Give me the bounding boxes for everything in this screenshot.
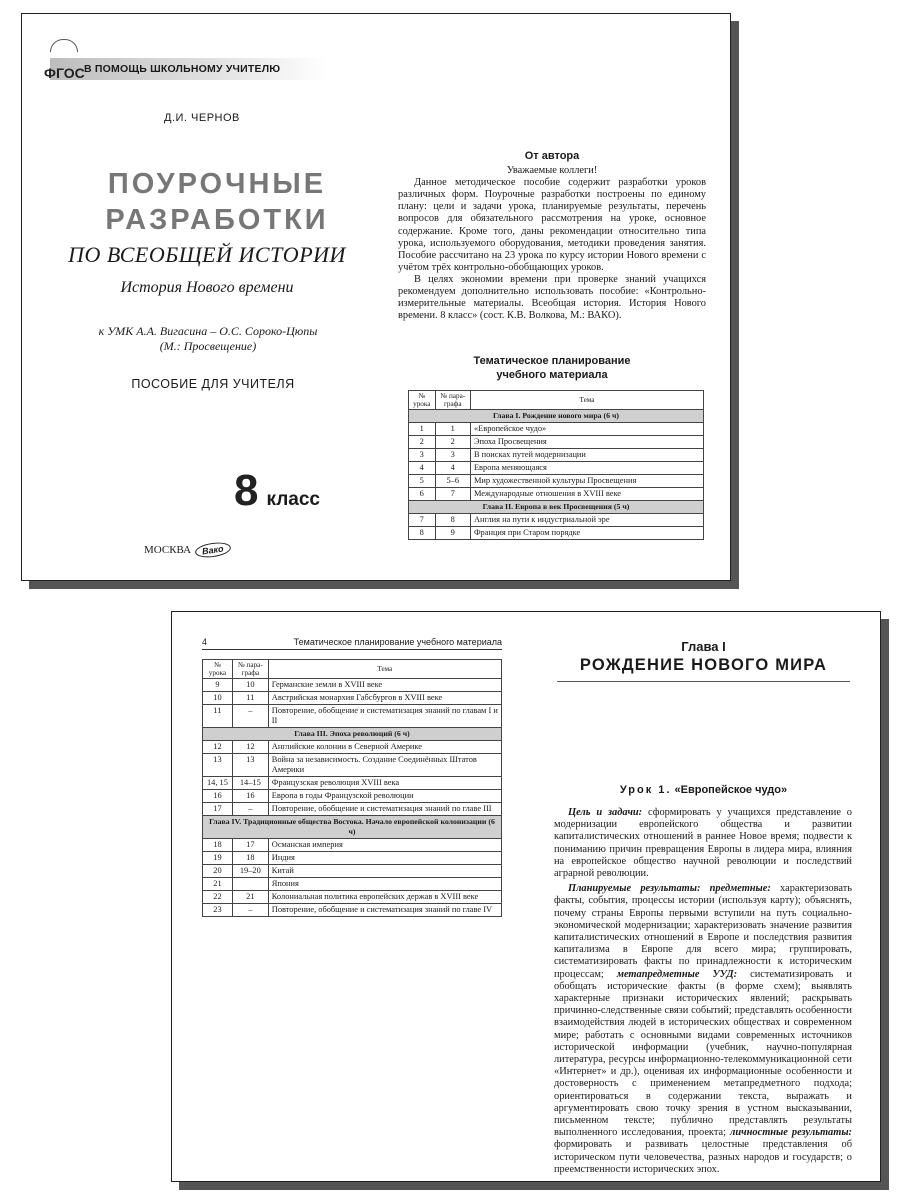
toc-topic-cell: Англия на пути к индустриальной эре [470,514,703,527]
toc-topic-cell: Французская революция XVIII века [268,777,501,790]
personal-results-text: формировать и развивать целостные представления об историческом пути человечества, разных народов и государств; о преемственности исторических эпох. [554,1139,852,1175]
toc-paragraph-cell [232,878,268,891]
grade-word: класс [266,489,320,510]
toc-row [203,891,502,904]
toc-topic-cell: Европа меняющаяся [470,462,703,475]
toc-row [203,777,502,790]
toc-paragraph-cell: 1 [435,423,470,436]
toc-col-topic: Тема [268,660,501,679]
toc-paragraph-cell: 13 [232,754,268,777]
toc-row [409,436,704,449]
toc-heading-line2: учебного материала [496,369,608,381]
toc-lesson-cell: 10 [203,692,233,705]
toc-row [203,679,502,692]
lesson-title: «Европейское чудо» [674,784,788,796]
toc-topic-cell: Индия [268,852,501,865]
toc-lesson-cell: 8 [409,527,436,540]
lesson-label: Урок 1. [619,784,672,796]
toc-chapter-title: Глава IV. Традиционные общества Востока. Начало европейской колонизации (6 ч) [203,816,502,839]
toc-lesson-cell: 2 [409,436,436,449]
running-header [202,637,502,650]
publisher-logo: Вако [194,541,231,560]
toc-col-paragraph: № пара-графа [232,660,268,679]
toc-paragraph-cell: – [232,803,268,816]
results-label: Планируемые результаты: [568,883,701,895]
toc-table [408,390,704,540]
meta-results-label: метапредметные УУД: [616,968,738,980]
toc-paragraph-cell: 2 [435,436,470,449]
toc-row [203,878,502,891]
toc-paragraph-cell: 8 [435,514,470,527]
toc-row [203,803,502,816]
toc-paragraph-cell: 10 [232,679,268,692]
toc-lesson-cell: 17 [203,803,233,816]
toc-chapter-title: Глава III. Эпоха революций (6 ч) [203,728,502,741]
toc-paragraph-cell: 11 [232,692,268,705]
subject-results-label: предметные: [709,883,771,895]
toc-row [409,514,704,527]
toc-paragraph-cell: 18 [232,852,268,865]
toc-paragraph-cell: 17 [232,839,268,852]
toc-lesson-cell: 6 [409,488,436,501]
personal-results-label: личностные результаты: [730,1127,852,1139]
toc-row [409,475,704,488]
results-paragraph [554,883,852,1176]
toc-row [203,705,502,728]
book-title [82,166,352,238]
meta-results-text: систематизировать и обобщать исторические факты (в форме схем); выявлять характерные признаки исторических явлений; раскрывать причинно-следственные связи событий; представлять особенности взаимодействия людей в исторических обществах и современном мире; работать с основными видами современных источников исторической информации (учебник, научно-популярная литература, ресурсы информационно-телекоммуникационной сети «Интернет» и др.), оценивая их информационные особенности и достоверность с применением метапредметного подхода; ориентироваться в содержании текста, выражать и аргументировать свою точку зрения в устном высказывании, письменном тексте; публично представлять результаты выполненного исследования, проекта; [554,968,852,1139]
goals-paragraph [554,807,852,880]
publisher-city: МОСКВА [144,544,192,556]
book-subject: ПО ВСЕОБЩЕЙ ИСТОРИИ [68,242,346,267]
toc-paragraph-cell: 21 [232,891,268,904]
toc-row [409,423,704,436]
toc-row [203,865,502,878]
fgos-logo-text: ФГОС [44,65,85,81]
fgos-logo [44,51,85,81]
toc-chapter-row [409,501,704,514]
toc-paragraph-cell: 9 [435,527,470,540]
toc-heading-line1: Тематическое планирование [473,355,631,367]
toc-topic-cell: В поисках путей модернизации [470,449,703,462]
toc-row [203,692,502,705]
toc-row [203,741,502,754]
toc-topic-cell: Повторение, обобщение и систематизация знаний по главе IV [268,904,501,917]
toc-row [409,449,704,462]
toc-row [203,790,502,803]
toc-header-row [409,391,704,410]
toc-chapter-title: Глава II. Европа в век Просвещения (5 ч) [409,501,704,514]
toc-topic-cell: Английские колонии в Северной Америке [268,741,501,754]
toc-lesson-cell: 9 [203,679,233,692]
toc-topic-cell: «Европейское чудо» [470,423,703,436]
running-title: Тематическое планирование учебного материала [293,637,502,647]
page-number: 4 [202,637,208,647]
toc-lesson-cell: 22 [203,891,233,904]
toc-topic-cell: Повторение, обобщение и систематизация знаний по главам I и II [268,705,501,728]
preface-greeting: Уважаемые коллеги! [506,165,598,177]
toc-row [203,839,502,852]
toc-topic-cell: Китай [268,865,501,878]
toc-topic-cell: Мир художественной культуры Просвещения [470,475,703,488]
lesson-heading [557,784,850,796]
subject-results-text: характеризовать факты, события, процессы истории (используя карту); объяснять, почему страны Европы первыми вступили на путь социально-экономической модернизации; характеризовать значение развития капиталистических отношений в Европе и последствия развития капитализма в Европе для всего мира; группировать, систематизировать факты по принадлежности к историческим процессам; [554,883,852,980]
toc-lesson-cell: 14, 15 [203,777,233,790]
toc-lesson-cell: 11 [203,705,233,728]
toc-col-lesson: № урока [203,660,233,679]
toc-row [409,527,704,540]
goals-text: сформировать у учащихся представление о модернизации европейского общества и развитии капиталистических отношений в раннее Новое время; подвести к пониманию причин превращения Европы в лидера мира, влияния на европейское общество научной революции и последствий аграрной революции. [554,807,852,880]
toc-paragraph-cell: 7 [435,488,470,501]
toc-paragraph-cell: 14–15 [232,777,268,790]
toc-lesson-cell: 5 [409,475,436,488]
preface-heading: От автора [524,150,580,162]
toc-paragraph-cell: 12 [232,741,268,754]
lesson-body [554,807,852,1179]
toc-paragraph-cell: 4 [435,462,470,475]
toc-paragraph-cell: 5–6 [435,475,470,488]
grade-number: 8 [234,466,259,515]
toc-lesson-cell: 1 [409,423,436,436]
toc-col-topic: Тема [470,391,703,410]
umk-line2: (М.: Просвещение) [159,339,257,353]
book-title-line2: РАЗРАБОТКИ [105,204,329,236]
audience-label: ПОСОБИЕ ДЛЯ УЧИТЕЛЯ [131,377,295,391]
toc-lesson-cell: 7 [409,514,436,527]
toc-chapter-title: Глава I. Рождение нового мира (6 ч) [409,410,704,423]
inner-spread [171,611,881,1182]
toc-row [203,754,502,777]
toc-paragraph-cell: 19–20 [232,865,268,878]
toc-lesson-cell: 18 [203,839,233,852]
toc-lesson-cell: 20 [203,865,233,878]
fgos-arc-icon [50,39,78,52]
toc-lesson-cell: 23 [203,904,233,917]
preface [398,150,706,322]
toc-topic-cell: Эпоха Просвещения [470,436,703,449]
toc-topic-cell: Османская империя [268,839,501,852]
book-title-line1: ПОУРОЧНЫЕ [107,168,327,200]
toc-topic-cell: Франция при Старом порядке [470,527,703,540]
toc-paragraph-cell: 3 [435,449,470,462]
toc-chapter-row [203,728,502,741]
toc-topic-cell: Германские земли в XVIII веке [268,679,501,692]
toc-chapter-row [203,816,502,839]
umk-reference [60,324,356,354]
toc-table-continued [202,659,502,917]
toc-topic-cell: Европа в годы Французской революции [268,790,501,803]
book-subtitle: История Нового времени [120,279,294,296]
chapter-title: РОЖДЕНИЕ НОВОГО МИРА [557,656,850,682]
toc-paragraph-cell: – [232,904,268,917]
toc-lesson-cell: 21 [203,878,233,891]
toc-row [203,904,502,917]
preface-paragraph: В целях экономии времени при проверке знаний учащихся рекомендуем дополнительно использовать пособие: «Контрольно-измерительные материалы. Всеобщая история. История Нового времени. 8 класс» (сост. К.В. Волкова, М.: ВАКО). [398,273,706,322]
toc-heading [398,354,706,382]
toc-paragraph-cell: 16 [232,790,268,803]
toc-row [409,488,704,501]
toc-topic-cell: Колониальная политика европейских держав в XVIII веке [268,891,501,904]
book-author: Д.И. ЧЕРНОВ [164,112,240,124]
preface-paragraph: Данное методическое пособие содержит разработки уроков различных форм. Поурочные разработки построены по единому плану: цели и задачи урока, планируемые результаты, перечень вопросов для обязательного рассмотрения на уроке, основное содержание. Кроме того, даны рекомендации относительно типа урока, используемого оборудования, методики проведения занятия. Пособие рассчитано на 23 урока по курсу истории Нового времени с учётом трёх контрольно-обобщающих уроков. [398,177,706,273]
toc-lesson-cell: 19 [203,852,233,865]
toc-topic-cell: Япония [268,878,501,891]
grade-label [234,466,320,516]
toc-row [203,852,502,865]
umk-line1: к УМК А.А. Вигасина – О.С. Сороко-Цюпы [98,324,318,338]
cover-page [21,13,731,581]
series-banner [44,58,328,81]
toc-lesson-cell: 13 [203,754,233,777]
toc-topic-cell: Война за независимость. Создание Соединённых Штатов Америки [268,754,501,777]
toc-paragraph-cell: – [232,705,268,728]
toc-row [409,462,704,475]
goals-label: Цель и задачи: [568,807,643,818]
toc-topic-cell: Международные отношения в XVIII веке [470,488,703,501]
toc-col-lesson: № урока [409,391,436,410]
toc-lesson-cell: 12 [203,741,233,754]
toc-topic-cell: Повторение, обобщение и систематизация знаний по главе III [268,803,501,816]
toc-topic-cell: Австрийская монархия Габсбургов в XVIII веке [268,692,501,705]
toc-lesson-cell: 16 [203,790,233,803]
series-label: В ПОМОЩЬ ШКОЛЬНОМУ УЧИТЕЛЮ [84,63,281,75]
toc-chapter-row [409,410,704,423]
toc-lesson-cell: 4 [409,462,436,475]
chapter-label: Глава I [681,639,726,654]
toc-col-paragraph: № пара-графа [435,391,470,410]
toc-lesson-cell: 3 [409,449,436,462]
publisher-line [144,543,231,557]
toc-header-row [203,660,502,679]
